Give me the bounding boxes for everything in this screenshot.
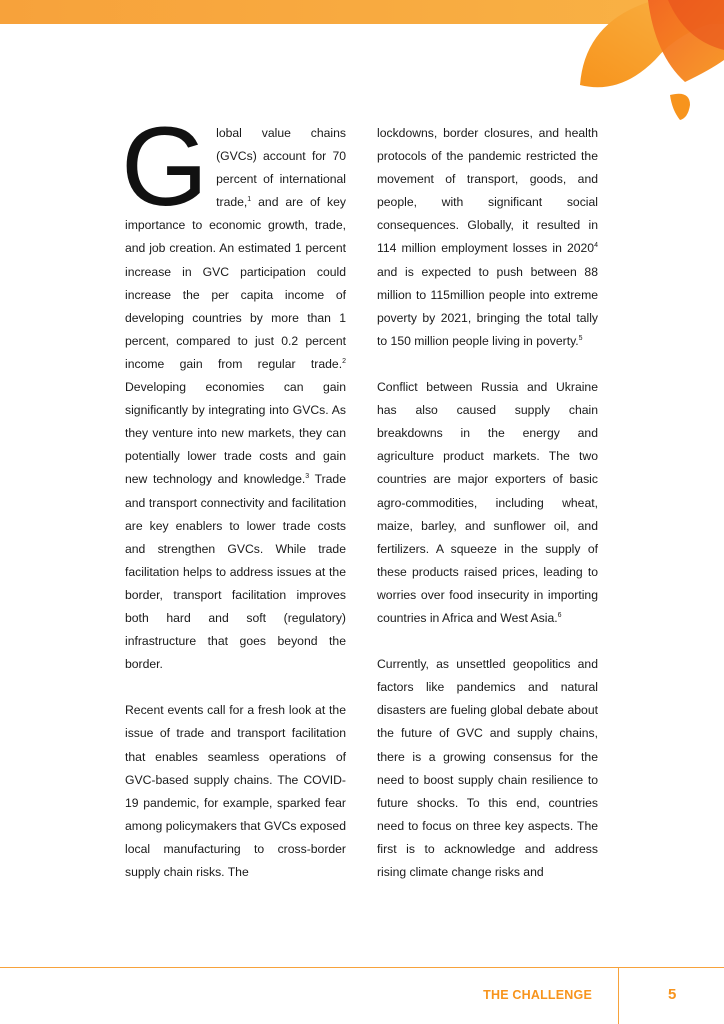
footnote-ref: 3 xyxy=(305,473,310,481)
right-text-column xyxy=(377,122,598,884)
left-text-column xyxy=(121,104,346,884)
footer-rule xyxy=(0,967,724,968)
footnote-ref: 5 xyxy=(578,334,583,342)
conflict-paragraph: Conflict between Russia and Ukraine has also caused supply chain breakdowns in the energy and agriculture product markets. The two countries are major exporters of basic agro-commodities, including wheat, maize, barley, and sunflower oil, and fertilizers. A squeeze in the supply of these products raised prices, leading to worries over food insecurity in importing countries in Africa and West Asia.$^6$ xyxy=(377,380,598,625)
footnote-ref: 4 xyxy=(594,242,598,250)
dropcap-letter: G xyxy=(121,104,209,229)
resilience-paragraph: Currently, as unsettled geopolitics and factors like pandemics and natural disasters are fueling global debate about the future of GVC and supply chains, there is a growing consensus for the need to boost supply chain resilience to future shocks. To this end, countries need to focus on three key aspects. The first is to acknowledge and address rising climate change risks and xyxy=(377,657,598,879)
footnote-ref: 2 xyxy=(342,357,346,365)
page-number: 5 xyxy=(668,986,677,1003)
footer-divider xyxy=(618,967,619,1024)
decorative-petal-graphic xyxy=(560,0,724,125)
section-label: THE CHALLENGE xyxy=(483,988,592,1002)
intro-paragraph: Global value chains (GVCs) account for 70 percent of international trade,$^1$ and are of key importance to economic growth, trade, and job creation. An estimated 1 percent increase in GVC participation could increase the per capita income of developing countries by more than 1 percent, compared to just 0.2 percent income gain from regular trade.$^2$ Developing economies can gain significantly by integrating into GVCs. As they venture into new markets, they can potentially lower trade costs and gain new technology and knowledge.$^3$ Trade and transport connectivity and facilitation are key enablers to lower trade costs and strengthen GVCs. While trade facilitation helps to address issues at the border, transport facilitation improves both hard and soft (regulatory) infrastructure that goes beyond the border. xyxy=(121,104,346,672)
footnote-ref: 1 xyxy=(247,196,252,204)
recent-events-paragraph: Recent events call for a fresh look at the issue of trade and transport facilitation that enables seamless operations of GVC-based supply chains. The COVID-19 pandemic, for example, sparked fear among policymakers that GVCs exposed local manufacturing to cross-border supply chain risks. The xyxy=(125,703,346,879)
pandemic-paragraph: lockdowns, border closures, and health protocols of the pandemic restricted the movement of transport, goods, and people, with significant social consequences. Globally, it resulted in 114 million employment losses in 2020$^4$ and is expected to push between 88 million to 115million people into extreme poverty by 2021, bringing the total tally to 150 million people living in poverty.$^5$ xyxy=(377,126,598,348)
footnote-ref: 6 xyxy=(557,611,562,619)
